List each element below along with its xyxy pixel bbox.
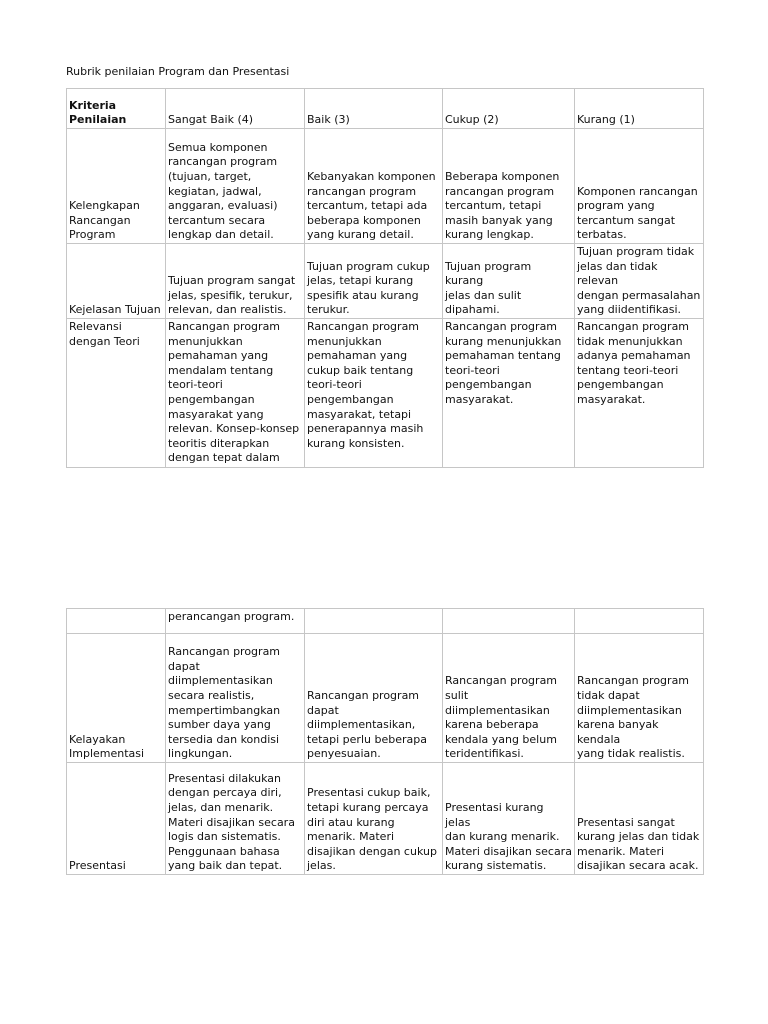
header-baik: Baik (3) — [305, 89, 443, 129]
score-1-cell: Rancangan program tidak dapat diimplementasikan karena banyak kendala yang tidak realistis. — [575, 634, 704, 763]
score-1-cell: Presentasi sangat kurang jelas dan tidak menarik. Materi disajikan secara acak. — [575, 763, 704, 875]
rubric-table-part-1 — [66, 88, 704, 468]
score-1-cell: Tujuan program tidak jelas dan tidak relevan dengan permasalahan yang diidentifikasi. — [575, 244, 704, 319]
table-row — [67, 634, 704, 763]
score-3-cell: Rancangan program menunjukkan pemahaman yang cukup baik tentang teori-teori pengembangan masyarakat, tetapi penerapannya masih kurang konsisten. — [305, 318, 443, 467]
table-row — [67, 244, 704, 319]
score-4-cell: Presentasi dilakukan dengan percaya diri, jelas, dan menarik. Materi disajikan secara logis dan sistematis. Penggunaan bahasa yang baik dan tepat. — [166, 763, 305, 875]
score-2-cell: Presentasi kurang jelas dan kurang menarik. Materi disajikan secara kurang sistematis. — [443, 763, 575, 875]
table-row — [67, 129, 704, 244]
criterion-cell: Presentasi — [67, 763, 166, 875]
score-4-cell — [166, 318, 305, 467]
score-2-cell: Rancangan program sulit diimplementasikan karena beberapa kendala yang belum teridentifikasi. — [443, 634, 575, 763]
score-1-cell — [575, 609, 704, 634]
score-3-cell: Kebanyakan komponen rancangan program tercantum, tetapi ada beberapa komponen yang kurang detail. — [305, 129, 443, 244]
score-2-cell: Beberapa komponen rancangan program tercantum, tetapi masih banyak yang kurang lengkap. — [443, 129, 575, 244]
criterion-cell — [67, 609, 166, 634]
table-row-continued — [67, 609, 704, 634]
header-kriteria: Kriteria Penilaian — [67, 89, 166, 129]
table-row — [67, 318, 704, 467]
rubric-table-part-2 — [66, 608, 704, 875]
score-2-cell: Tujuan program kurang jelas dan sulit dipahami. — [443, 244, 575, 319]
table-row — [67, 763, 704, 875]
header-cukup: Cukup (2) — [443, 89, 575, 129]
header-sangat-baik: Sangat Baik (4) — [166, 89, 305, 129]
score-4-text: Rancangan program menunjukkan pemahaman yang mendalam tentang teori-teori pengembangan masyarakat yang relevan. Konsep-konsep teoritis diterapkan dengan tepat dalam — [168, 319, 300, 465]
score-2-cell — [443, 609, 575, 634]
criterion-cell: Kelengkapan Rancangan Program — [67, 129, 166, 244]
criterion-cell: Kejelasan Tujuan — [67, 244, 166, 319]
criterion-cell: Kelayakan Implementasi — [67, 634, 166, 763]
score-2-cell: Rancangan program kurang menunjukkan pemahaman tentang teori-teori pengembangan masyarakat. — [443, 318, 575, 467]
document-caption: Rubrik penilaian Program dan Presentasi — [66, 65, 290, 78]
score-1-cell: Komponen rancangan program yang tercantum sangat terbatas. — [575, 129, 704, 244]
score-4-cell: Rancangan program dapat diimplementasikan secara realistis, mempertimbangkan sumber daya yang tersedia dan kondisi lingkungan. — [166, 634, 305, 763]
score-4-cell: Semua komponen rancangan program (tujuan, target, kegiatan, jadwal, anggaran, evaluasi) tercantum secara lengkap dan detail. — [166, 129, 305, 244]
score-3-cell — [305, 609, 443, 634]
criterion-cell: Relevansi dengan Teori — [67, 318, 166, 467]
score-1-cell: Rancangan program tidak menunjukkan adanya pemahaman tentang teori-teori pengembangan masyarakat. — [575, 318, 704, 467]
score-4-cell: perancangan program. — [166, 609, 305, 634]
table-header-row — [67, 89, 704, 129]
score-3-cell: Presentasi cukup baik, tetapi kurang percaya diri atau kurang menarik. Materi disajikan dengan cukup jelas. — [305, 763, 443, 875]
header-kurang: Kurang (1) — [575, 89, 704, 129]
score-3-cell: Tujuan program cukup jelas, tetapi kurang spesifik atau kurang terukur. — [305, 244, 443, 319]
score-4-cell: Tujuan program sangat jelas, spesifik, terukur, relevan, dan realistis. — [166, 244, 305, 319]
score-3-cell: Rancangan program dapat diimplementasikan, tetapi perlu beberapa penyesuaian. — [305, 634, 443, 763]
